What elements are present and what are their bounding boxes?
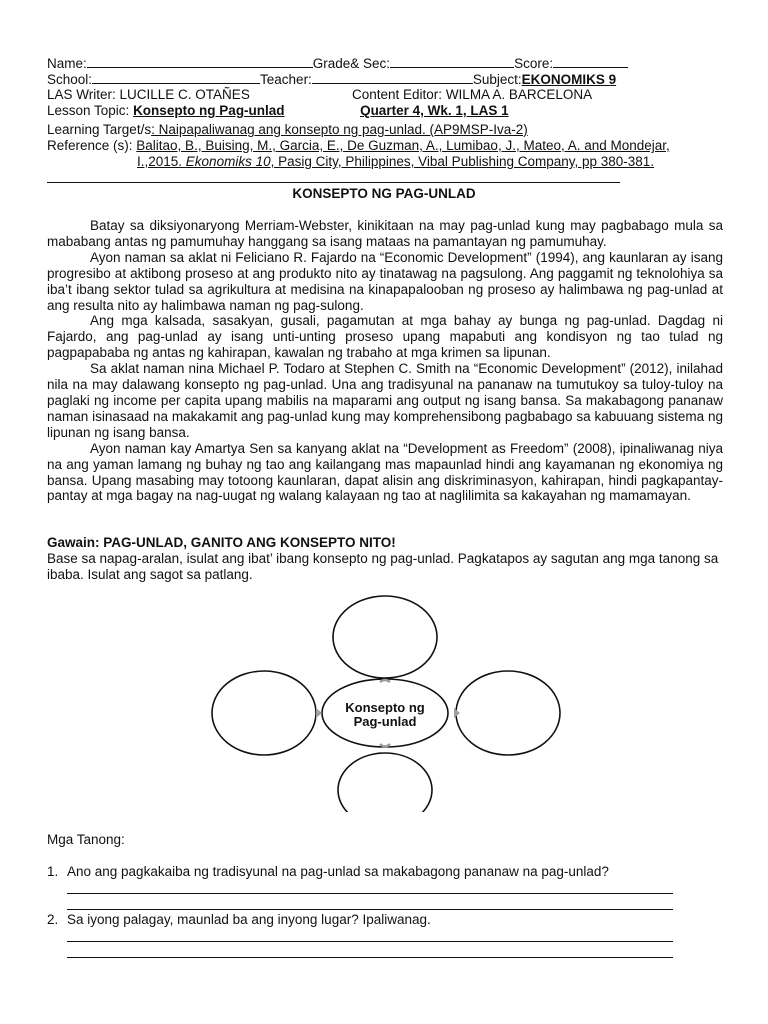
grade-blank[interactable] xyxy=(390,55,514,68)
reference-line-1 xyxy=(47,138,670,154)
questions-heading: Mga Tanong: xyxy=(47,832,125,847)
lesson-title: KONSEPTO NG PAG-UNLAD xyxy=(292,186,476,201)
reference-text-2a: I.,2015. xyxy=(137,154,186,169)
header-row-1 xyxy=(47,55,628,72)
reference-line-2 xyxy=(137,154,654,170)
editor-label: Content Editor: xyxy=(352,87,446,102)
target-value: : Naipapaliwanag ang konsepto ng pag-unlad. (AP9MSP-Iva-2) xyxy=(151,122,528,137)
writer-value: LUCILLE C. OTAÑES xyxy=(119,87,250,102)
activity-heading: Gawain: PAG-UNLAD, GANITO ANG KONSEPTO NITO! xyxy=(47,535,396,550)
quarter-value: Quarter 4, Wk. 1, LAS 1 xyxy=(360,103,509,118)
score-blank[interactable] xyxy=(553,55,628,68)
activity-instructions: Base sa napag-aralan, isulat ang ibat’ ibang konsepto ng pag-unlad. Pagkatapos ay sagutan ang mga tanong sa ibaba. Isulat ang sagot sa patlang. xyxy=(47,551,719,582)
teacher-label: Teacher: xyxy=(260,72,312,87)
paragraph-4: Sa aklat naman nina Michael P. Todaro at Stephen C. Smith na “Economic Development” (2012), inilahad nila na may dalawang konsepto ng pag-unlad. Una ang tradisyunal na pananaw na tumutukoy sa tuloy-tuloy na paglaki ng income per capita upang mabilis na maparami ang output ng isang bansa. Sa makabagong pananaw naman isinasaad na makakamit ang pag-unlad kung may komprehensibong pagbabago sa kabuuang sistema ng lipunan ng isang bansa. xyxy=(47,361,723,440)
header-divider xyxy=(47,182,620,183)
subject-value: EKONOMIKS 9 xyxy=(521,72,617,87)
school-label: School: xyxy=(47,72,93,87)
topic-label: Lesson Topic: xyxy=(47,103,134,118)
center-label-line2: Pag-unlad xyxy=(353,714,417,729)
name-label: Name: xyxy=(47,56,87,71)
editor-line xyxy=(352,87,592,103)
concept-bubble-bottom[interactable] xyxy=(338,753,432,812)
paragraph-3: Ang mga kalsada, sasakyan, gusali, pagamutan at mga bahay ay bunga ng pag-unlad. Dagdag ni Fajardo, ang pag-unlad ay isang unti-unting proseso upang mapabuti ang kondisyon ng tao tulad ng pagpapababa ng antas ng kahirapan, kawalan ng trabaho at mga krimen sa lipunan. xyxy=(47,313,723,361)
topic-value: Konsepto ng Pag-unlad xyxy=(133,103,285,118)
answer-line-2a[interactable] xyxy=(67,941,673,942)
concept-map-diagram xyxy=(0,592,768,812)
question-1-number: 1. xyxy=(47,864,59,879)
concept-bubble-right[interactable] xyxy=(456,671,560,755)
subject-label: Subject: xyxy=(472,72,522,87)
question-2 xyxy=(47,912,431,927)
concept-bubble-left[interactable] xyxy=(212,671,316,755)
reference-label: Reference (s): xyxy=(47,138,137,153)
editor-value: WILMA A. BARCELONA xyxy=(445,87,593,102)
target-label: Learning Target/s xyxy=(47,122,152,137)
question-1 xyxy=(47,864,609,879)
score-label: Score: xyxy=(514,56,554,71)
connector-arrow-left xyxy=(316,708,322,718)
header-row-3 xyxy=(47,87,250,103)
name-blank[interactable] xyxy=(87,55,313,68)
reference-book-title: Ekonomiks 10 xyxy=(185,154,271,169)
paragraph-5: Ayon naman kay Amartya Sen sa kanyang aklat na “Development as Freedom” (2008), ipinaliwanag niya na ang yaman lamang ng buhay ng tao ang kailangang mas mapaunlad hindi ang kayamanan ng ekonomiya ng bansa. Upang masabing may totoong kaunlaran, dapat alisin ang diskriminasyon, kahirapan, hindi pagkapantay-pantay at mga bagay na nag-uugat ng walang kalayaan ng tao at naglilimita sa kakayahan ng mamamayan. xyxy=(47,440,723,504)
concept-bubble-top[interactable] xyxy=(333,596,437,678)
answer-line-1a[interactable] xyxy=(67,893,673,894)
activity-section xyxy=(47,535,723,583)
teacher-blank[interactable] xyxy=(312,71,473,84)
question-1-text: Ano ang pagkakaiba ng tradisyunal na pag-unlad sa makabagong pananaw na pag-unlad? xyxy=(67,864,609,879)
header-row-2 xyxy=(47,71,616,88)
paragraph-2: Ayon naman sa aklat ni Feliciano R. Fajardo na “Economic Development” (1994), ang kaunlaran ay isang progresibo at aktibong proseso at ang produkto nito ay tinatawag na pagsulong. Ang paggamit ng teknolohiya sa iba’t ibang sektor tulad sa agrikultura at medisina na kinapapalooban ng proseso ay halimbawa ng pag-unlad at ang resulta nito ay halimbawa naman ng pag-sulong. xyxy=(47,249,723,313)
grade-label: Grade& Sec: xyxy=(312,56,391,71)
reference-text-2c: , Pasig City, Philippines, Vibal Publishing Company, pp 380-381. xyxy=(270,154,655,169)
reference-text-1: Balitao, B., Buising, M., Garcia, E., De Guzman, A., Lumibao, J., Mateo, A. and Mondejar, xyxy=(136,138,670,153)
learning-target xyxy=(47,122,528,138)
answer-line-1b[interactable] xyxy=(67,909,673,910)
center-label-line1: Konsepto ng xyxy=(345,700,425,715)
writer-label: LAS Writer: xyxy=(47,87,120,102)
answer-line-2b[interactable] xyxy=(67,957,673,958)
question-2-number: 2. xyxy=(47,912,59,927)
lesson-body xyxy=(47,218,723,504)
paragraph-1: Batay sa diksiyonaryong Merriam-Webster, kinikitaan na may pag-unlad kung may pagbabago mula sa mababang antas ng pamumuhay hanggang sa isang mataas na pamantayan ng pamumuhay. xyxy=(47,218,723,249)
question-2-text: Sa iyong palagay, maunlad ba ang inyong lugar? Ipaliwanag. xyxy=(67,912,431,927)
school-blank[interactable] xyxy=(92,71,260,84)
header-row-4 xyxy=(47,103,509,119)
